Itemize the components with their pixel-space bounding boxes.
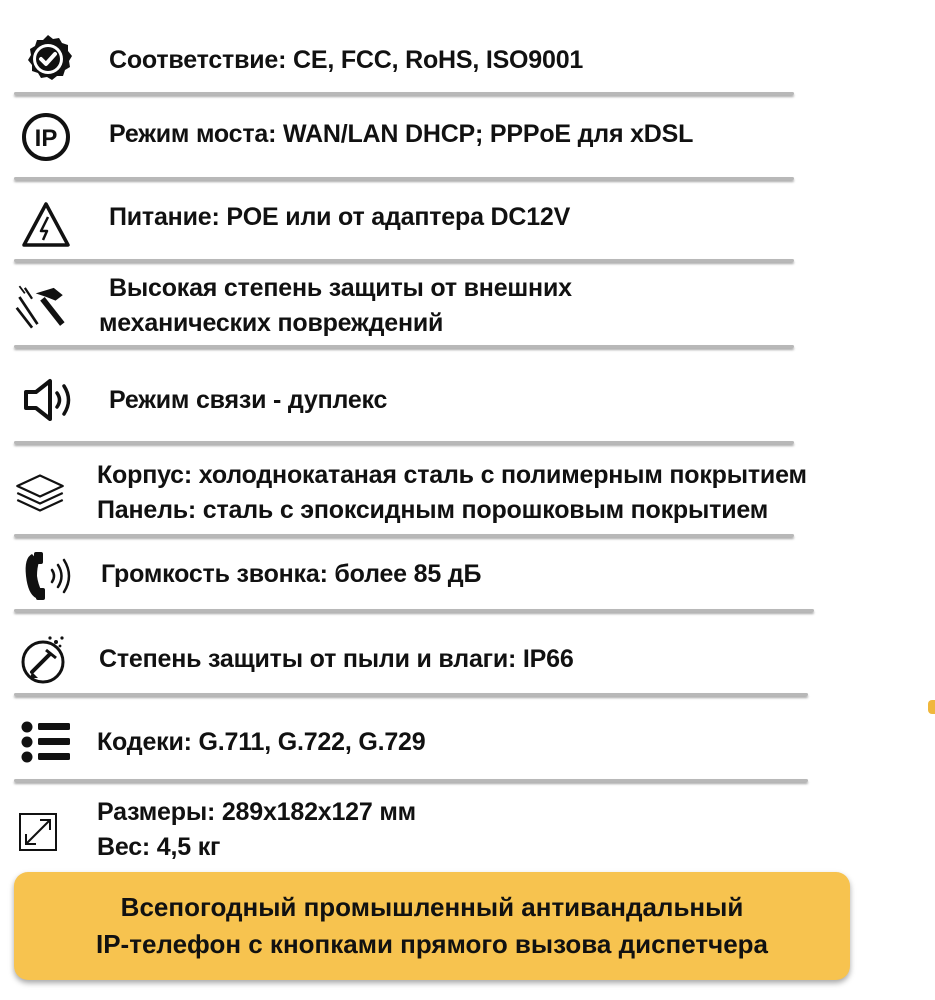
- divider: [14, 177, 794, 180]
- feature-text-materials: [97, 458, 807, 528]
- divider: [14, 779, 808, 782]
- feature-text-ingress-protection: Степень защиты от пыли и влаги: IP66: [99, 645, 574, 673]
- expand-dimensions-icon: [10, 804, 66, 860]
- feature-text-line: Высокая степень защиты от внешних: [109, 274, 572, 302]
- feature-text-codecs: Кодеки: G.711, G.722, G.729: [97, 728, 426, 756]
- feature-text-duplex: Режим связи - дуплекс: [109, 386, 388, 414]
- feature-text-line: Корпус: холоднокатаная сталь с полимерным покрытием: [97, 461, 807, 489]
- product-title-banner: [14, 872, 850, 980]
- divider: [14, 609, 814, 612]
- divider: [14, 92, 794, 95]
- svg-text:IP: IP: [34, 125, 58, 152]
- feature-text-dimensions: [97, 795, 416, 865]
- divider: [14, 441, 794, 444]
- phone-ringing-icon: [20, 548, 76, 604]
- divider: [14, 693, 808, 696]
- banner-title-line: IP-телефон с кнопками прямого вызова диспетчера: [95, 929, 768, 959]
- feature-text-bridge-mode: Режим моста: WAN/LAN DHCP; PPPoE для xDSL: [109, 120, 694, 148]
- feature-text-line: Вес: 4,5 кг: [97, 833, 221, 861]
- divider: [14, 345, 794, 348]
- edge-accent: [928, 700, 935, 714]
- certification-check-icon: [20, 31, 76, 87]
- feature-text-line: Размеры: 289x182x127 мм: [97, 798, 416, 826]
- feature-text-certification: Соответствие: CE, FCC, RoHS, ISO9001: [109, 46, 584, 74]
- hammer-impact-icon: [14, 278, 70, 334]
- divider: [14, 259, 794, 262]
- feature-text-ring-volume: Громкость звонка: более 85 дБ: [101, 560, 482, 588]
- water-dust-protection-icon: [16, 632, 72, 688]
- layers-icon: [12, 465, 68, 521]
- feature-text-line: механических повреждений: [99, 309, 444, 337]
- feature-text-line: Панель: сталь с эпоксидным порошковым покрытием: [97, 496, 769, 524]
- feature-text-power: Питание: POE или от адаптера DC12V: [109, 203, 571, 231]
- list-icon: [18, 714, 74, 770]
- ip-icon: [18, 109, 74, 165]
- banner-title-line: Всепогодный промышленный антивандальный: [120, 892, 744, 922]
- divider: [14, 534, 794, 537]
- high-voltage-warning-icon: [18, 197, 74, 253]
- feature-text-protection: [99, 271, 572, 341]
- speaker-volume-icon: [20, 372, 76, 428]
